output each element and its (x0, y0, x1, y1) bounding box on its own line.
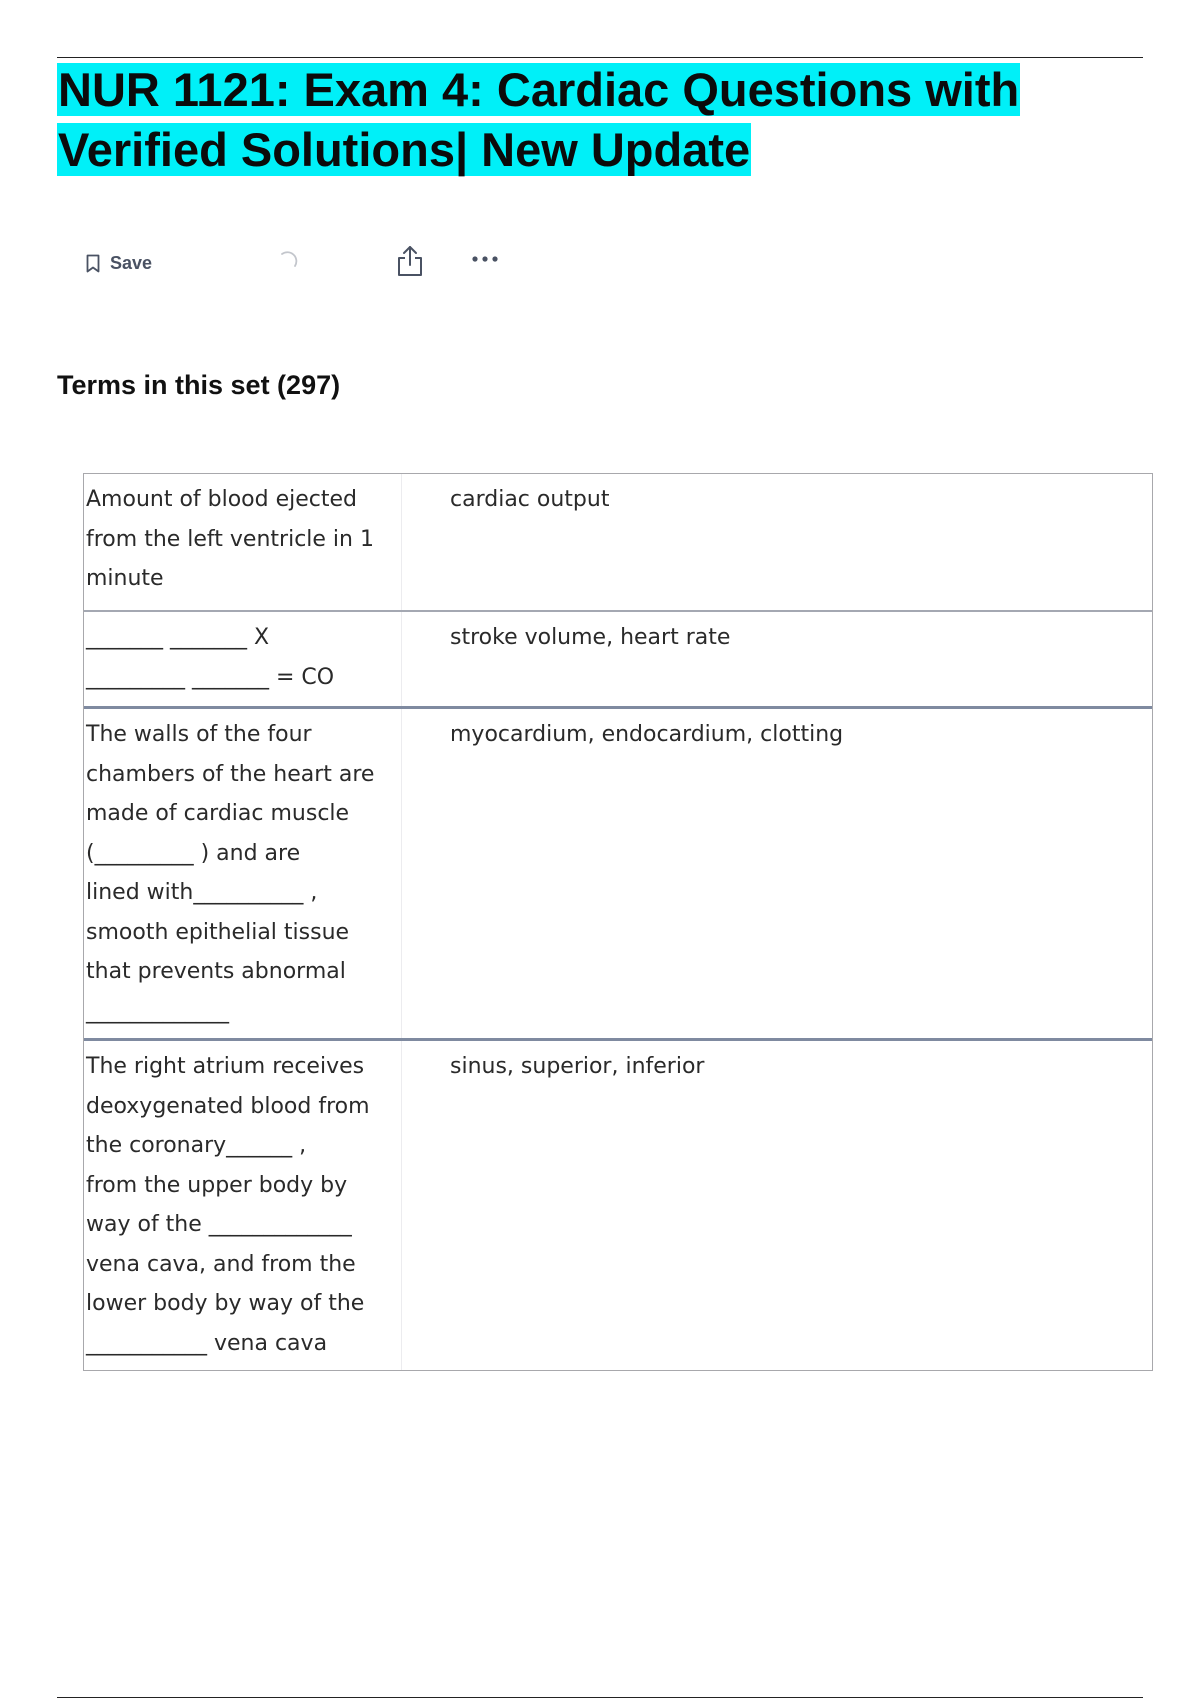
bookmark-icon (86, 254, 100, 273)
page-title (57, 60, 1177, 180)
bottom-rule (57, 1697, 1143, 1698)
term-cell: _______ _______ X _________ _______ = CO (84, 612, 402, 706)
table-row (84, 706, 1152, 1038)
definition-cell: stroke volume, heart rate (450, 625, 731, 650)
more-options-icon[interactable] (470, 252, 502, 266)
share-icon[interactable] (396, 244, 424, 278)
term-cell: Amount of blood ejected from the left ventricle in 1 minute (84, 474, 402, 610)
term-cell: The walls of the four chambers of the heart are made of cardiac muscle (_________ ) and are lined with__________ , smooth epithelial tissue that prevents abnormal _____________ (84, 709, 402, 1038)
definition-cell: cardiac output (450, 487, 610, 512)
table-row (84, 1038, 1152, 1370)
save-button[interactable] (86, 248, 152, 278)
title-highlight: NUR 1121: Exam 4: Cardiac Questions with Verified Solutions| New Update (58, 63, 1020, 176)
term-cell: The right atrium receives deoxygenated blood from the coronary______ , from the upper body by way of the _____________ vena cava, and from the lower body by way of the ___________ vena cava (84, 1041, 402, 1370)
loading-spinner-icon (276, 250, 300, 274)
terms-table (83, 473, 1153, 1371)
action-toolbar (86, 248, 526, 278)
top-rule (57, 57, 1143, 58)
definition-cell: myocardium, endocardium, clotting (450, 722, 844, 747)
definition-cell: sinus, superior, inferior (450, 1054, 705, 1079)
table-row (84, 474, 1152, 610)
table-row (84, 610, 1152, 706)
terms-count-heading: Terms in this set (297) (57, 370, 341, 400)
save-label: Save (110, 252, 153, 273)
